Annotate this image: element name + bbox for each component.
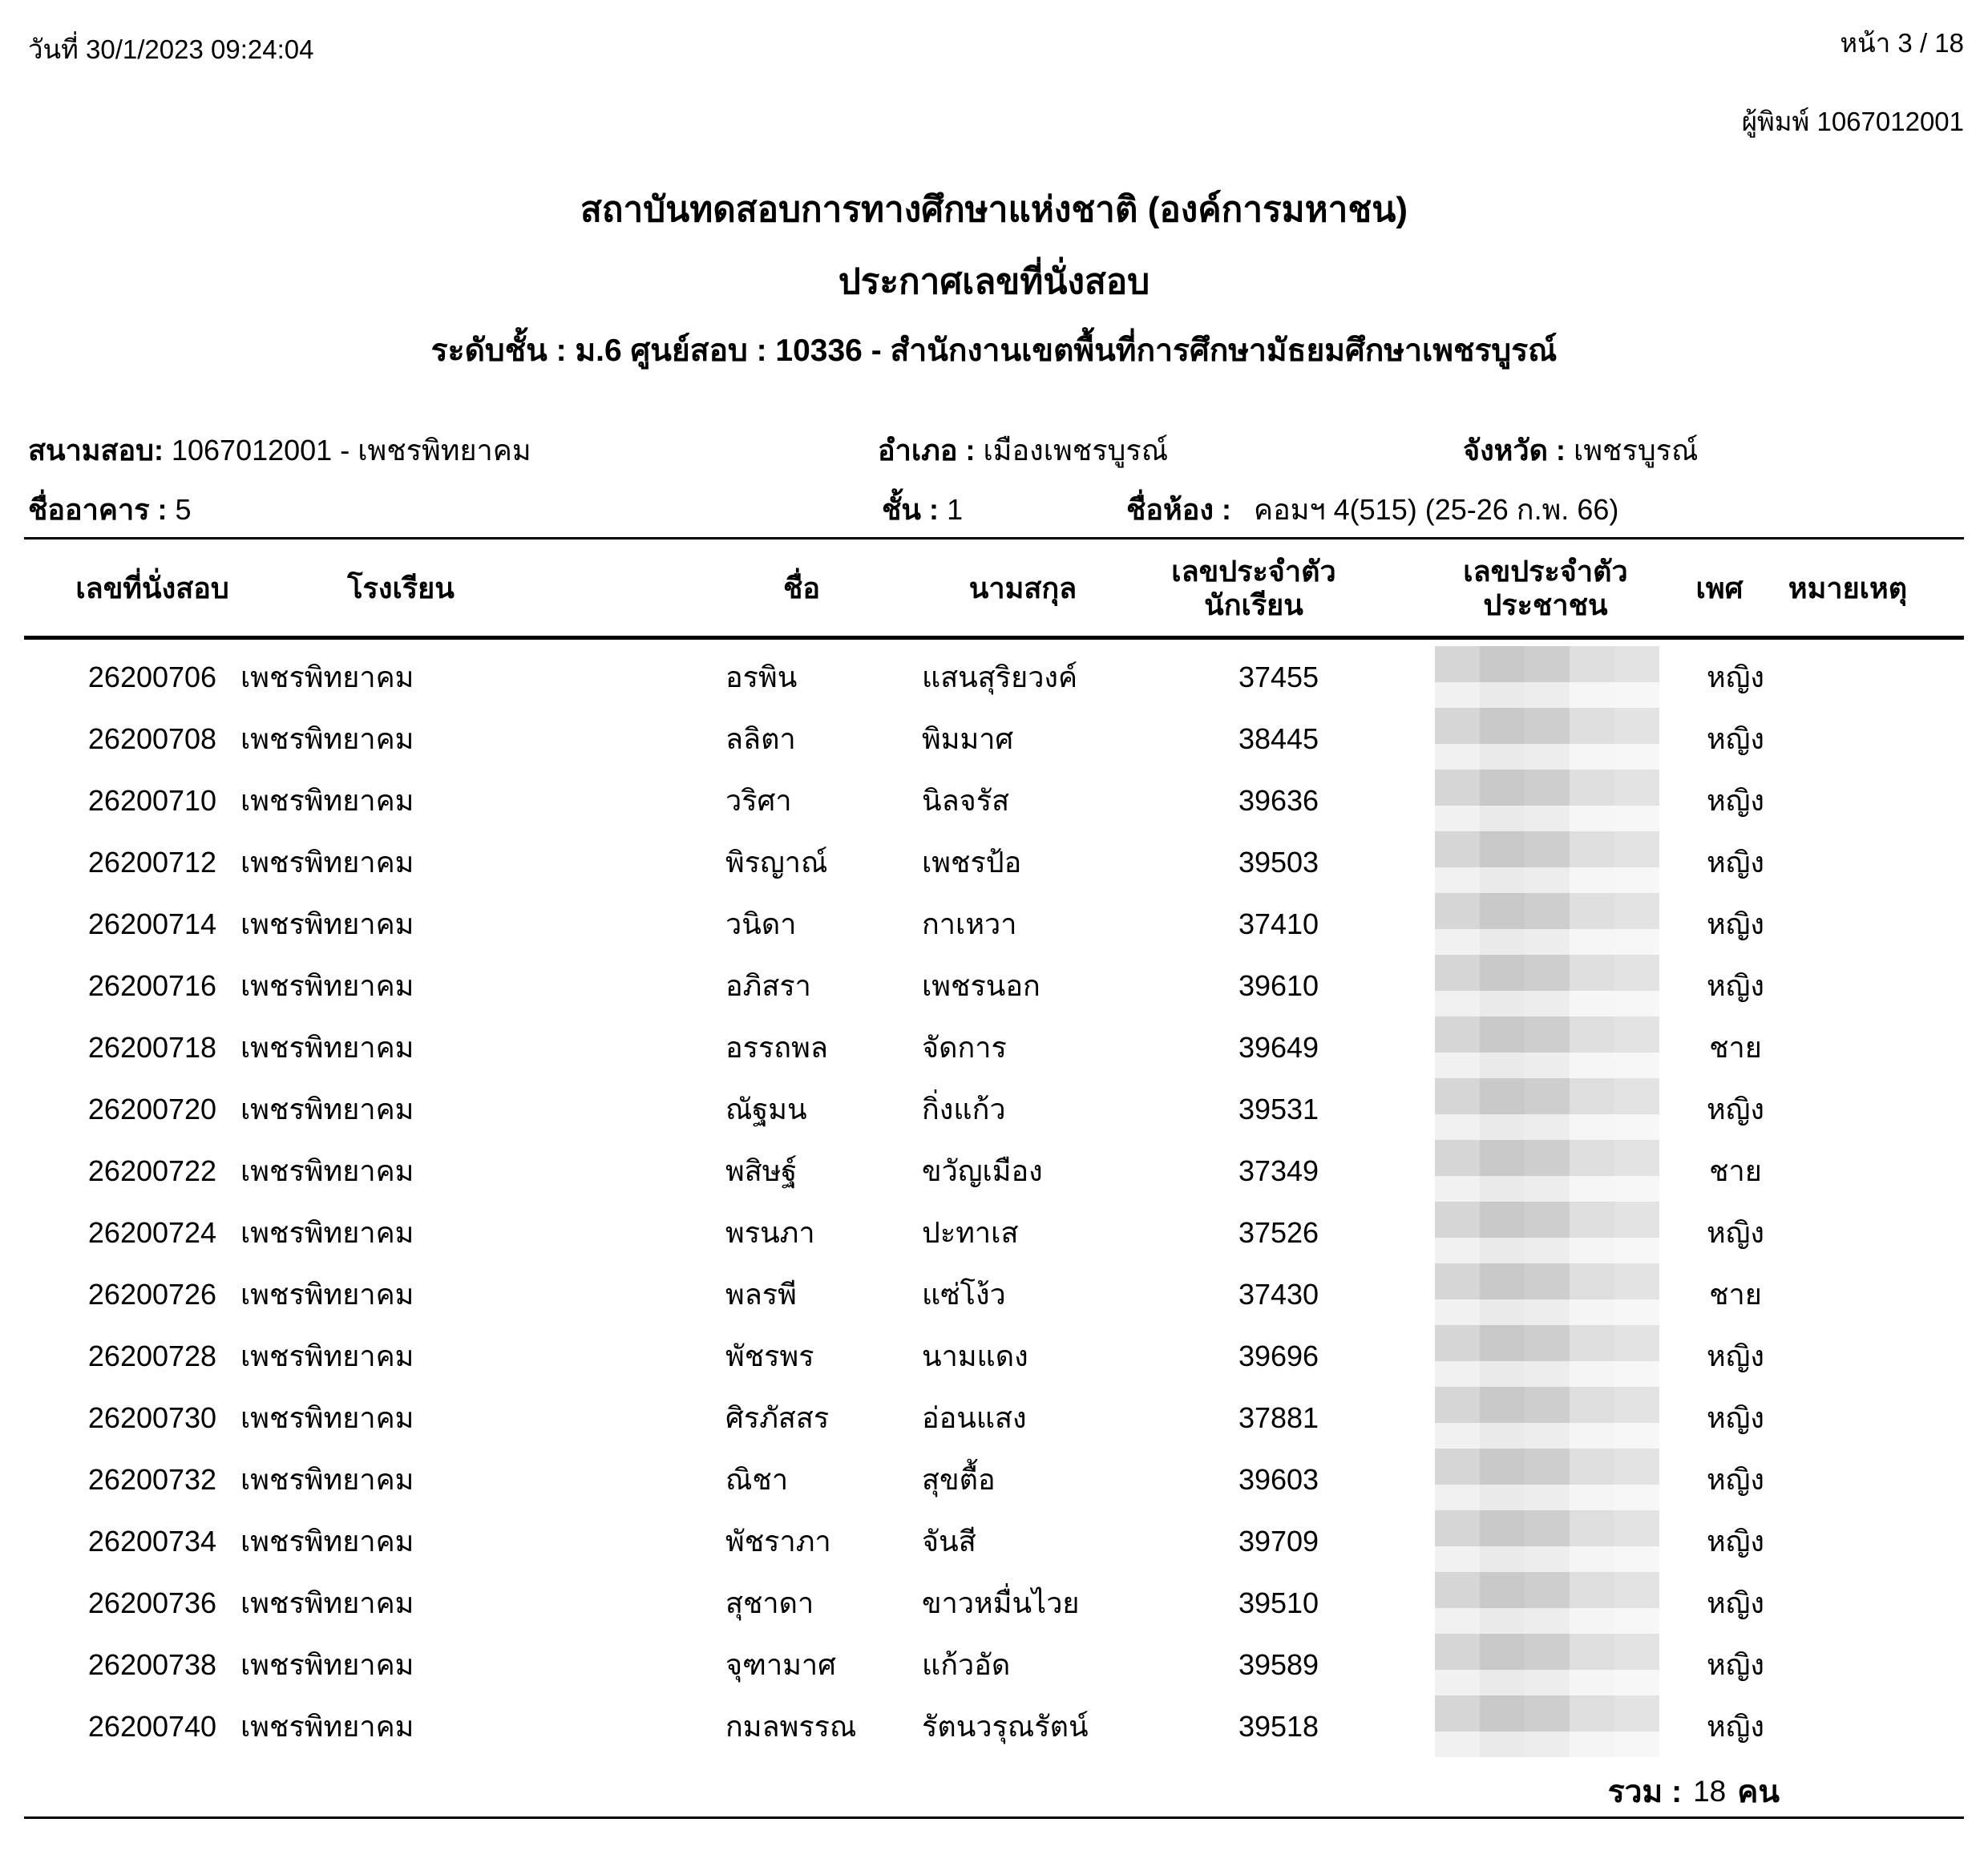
province-line xyxy=(1463,431,1698,471)
first-name-cell: อภิสรา xyxy=(725,968,811,1002)
gender-cell: หญิง xyxy=(1707,1339,1764,1372)
note-cell xyxy=(1804,1449,1964,1510)
building-value: 5 xyxy=(175,493,192,526)
province-value: เพชรบูรณ์ xyxy=(1574,434,1699,467)
first-name-cell: พลรพี xyxy=(725,1277,797,1311)
last-name-cell: จัดการ xyxy=(922,1030,1007,1064)
citizen-id-cell xyxy=(1435,1695,1659,1757)
redaction-mosaic xyxy=(1435,1449,1659,1510)
citizen-id-cell xyxy=(1435,1449,1659,1510)
citizen-id-cell xyxy=(1435,708,1659,770)
gender-cell: หญิง xyxy=(1707,968,1764,1002)
citizen-id-cell xyxy=(1435,1140,1659,1202)
note-cell xyxy=(1804,1634,1964,1695)
announcement-title: ประกาศเลขที่นั่งสอบ xyxy=(838,262,1150,301)
citizen-id-cell xyxy=(1435,1634,1659,1695)
student-id-cell: 39603 xyxy=(1238,1462,1319,1496)
note-cell xyxy=(1804,1016,1964,1078)
citizen-id-cell xyxy=(1435,955,1659,1016)
seat-number-cell: 26200708 xyxy=(87,721,217,755)
citizen-id-cell xyxy=(1435,770,1659,831)
student-id-cell: 39709 xyxy=(1238,1524,1319,1558)
note-cell xyxy=(1804,646,1964,708)
seat-number-cell: 26200740 xyxy=(87,1709,217,1743)
table-row xyxy=(0,955,1988,1016)
first-name-cell: พิรญาณ์ xyxy=(725,845,828,879)
col-header-note: หมายเหตุ xyxy=(1788,571,1908,604)
school-cell: เพชรพิทยาคม xyxy=(240,1154,414,1187)
last-name-cell: กาเหวา xyxy=(922,907,1017,940)
redaction-mosaic xyxy=(1435,1510,1659,1572)
table-row xyxy=(0,646,1988,708)
note-cell xyxy=(1804,1387,1964,1449)
last-name-cell: จันสี xyxy=(922,1524,976,1558)
student-id-cell: 37430 xyxy=(1238,1277,1319,1311)
last-name-cell: นามแดง xyxy=(922,1339,1028,1372)
col-header-student-id: เลขประจำตัว นักเรียน xyxy=(1171,555,1336,621)
note-cell xyxy=(1804,708,1964,770)
room-value: คอมฯ 4(515) (25-26 ก.พ. 66) xyxy=(1254,493,1619,526)
table-row xyxy=(0,1140,1988,1202)
seat-number-cell: 26200738 xyxy=(87,1647,217,1681)
student-id-cell: 39589 xyxy=(1238,1647,1319,1681)
seat-number-cell: 26200710 xyxy=(87,783,217,817)
redaction-mosaic xyxy=(1435,893,1659,955)
table-row xyxy=(0,1572,1988,1634)
floor-label: ชั้น : xyxy=(882,493,939,526)
table-row xyxy=(0,1263,1988,1325)
last-name-cell: อ่อนแสง xyxy=(922,1400,1027,1434)
student-id-cell: 37410 xyxy=(1238,907,1319,940)
seat-number-cell: 26200730 xyxy=(87,1400,217,1434)
seat-number-cell: 26200714 xyxy=(87,907,217,940)
gender-cell: ชาย xyxy=(1709,1277,1762,1311)
redaction-mosaic xyxy=(1435,1078,1659,1140)
note-cell xyxy=(1804,1140,1964,1202)
school-cell: เพชรพิทยาคม xyxy=(240,1030,414,1064)
student-id-cell: 37881 xyxy=(1238,1400,1319,1434)
citizen-id-cell xyxy=(1435,893,1659,955)
col-header-citizen-id: เลขประจำตัว ประชาชน xyxy=(1463,555,1628,621)
table-row xyxy=(0,1202,1988,1263)
note-cell xyxy=(1804,1078,1964,1140)
seat-number-cell: 26200728 xyxy=(87,1339,217,1372)
last-name-cell: แก้วอัด xyxy=(922,1647,1011,1681)
print-date: วันที่ 30/1/2023 09:24:04 xyxy=(28,34,314,64)
last-name-cell: นิลจรัส xyxy=(922,783,1010,817)
redaction-mosaic xyxy=(1435,1695,1659,1757)
note-cell xyxy=(1804,1695,1964,1757)
table-row xyxy=(0,893,1988,955)
gender-cell: หญิง xyxy=(1707,660,1764,693)
school-cell: เพชรพิทยาคม xyxy=(240,1586,414,1619)
gender-cell: หญิง xyxy=(1707,1215,1764,1249)
table-row xyxy=(0,1634,1988,1695)
note-cell xyxy=(1804,1263,1964,1325)
redaction-mosaic xyxy=(1435,646,1659,708)
school-cell: เพชรพิทยาคม xyxy=(240,1277,414,1311)
floor-line xyxy=(882,491,963,530)
redaction-mosaic xyxy=(1435,1202,1659,1263)
first-name-cell: อรรถพล xyxy=(725,1030,828,1064)
school-cell: เพชรพิทยาคม xyxy=(240,907,414,940)
student-id-cell: 37526 xyxy=(1238,1215,1319,1249)
seat-number-cell: 26200712 xyxy=(87,845,217,879)
exam-site-line xyxy=(28,431,531,471)
school-cell: เพชรพิทยาคม xyxy=(240,1339,414,1372)
student-id-cell: 39531 xyxy=(1238,1092,1319,1125)
gender-cell: หญิง xyxy=(1707,845,1764,879)
col-header-gender: เพศ xyxy=(1695,571,1744,604)
note-cell xyxy=(1804,770,1964,831)
student-id-cell: 38445 xyxy=(1238,721,1319,755)
citizen-id-cell xyxy=(1435,1510,1659,1572)
col-header-school: โรงเรียน xyxy=(347,571,455,604)
redaction-mosaic xyxy=(1435,708,1659,770)
student-id-cell: 39696 xyxy=(1238,1339,1319,1372)
citizen-id-cell xyxy=(1435,1263,1659,1325)
note-cell xyxy=(1804,831,1964,893)
org-title: สถาบันทดสอบการทางศึกษาแห่งชาติ (องค์การมหาชน) xyxy=(580,190,1408,229)
student-id-cell: 39636 xyxy=(1238,783,1319,817)
student-id-cell: 39610 xyxy=(1238,968,1319,1002)
table-row xyxy=(0,1078,1988,1140)
first-name-cell: พสิษฐ์ xyxy=(725,1154,798,1187)
student-id-cell: 37455 xyxy=(1238,660,1319,693)
exam-site-value: 1067012001 - เพชรพิทยาคม xyxy=(171,434,531,467)
first-name-cell: พัชรพร xyxy=(725,1339,814,1372)
table-row xyxy=(0,708,1988,770)
floor-value: 1 xyxy=(947,493,964,526)
gender-cell: หญิง xyxy=(1707,907,1764,940)
seat-number-cell: 26200724 xyxy=(87,1215,217,1249)
first-name-cell: พรนภา xyxy=(725,1215,815,1249)
table-row xyxy=(0,831,1988,893)
total-unit: คน xyxy=(1737,1775,1780,1809)
redaction-mosaic xyxy=(1435,1387,1659,1449)
gender-cell: หญิง xyxy=(1707,1647,1764,1681)
last-name-cell: แซ่โง้ว xyxy=(922,1277,1006,1311)
student-id-cell: 39510 xyxy=(1238,1586,1319,1619)
first-name-cell: ณัฐมน xyxy=(725,1092,807,1125)
last-name-cell: กิ่งแก้ว xyxy=(922,1092,1006,1125)
gender-cell: หญิง xyxy=(1707,1524,1764,1558)
exam-site-label: สนามสอบ: xyxy=(28,434,164,467)
note-cell xyxy=(1804,955,1964,1016)
student-id-cell: 39518 xyxy=(1238,1709,1319,1743)
redaction-mosaic xyxy=(1435,1016,1659,1078)
district-value: เมืองเพชรบูรณ์ xyxy=(983,434,1169,467)
first-name-cell: กมลพรรณ xyxy=(725,1709,857,1743)
citizen-id-cell xyxy=(1435,831,1659,893)
last-name-cell: สุขตื้อ xyxy=(922,1462,996,1496)
first-name-cell: วริศา xyxy=(725,783,792,817)
redaction-mosaic xyxy=(1435,831,1659,893)
room-line xyxy=(1126,491,1618,530)
col-header-seat: เลขที่นั่งสอบ xyxy=(75,571,229,604)
page-number: หน้า 3 / 18 xyxy=(1840,28,1964,58)
student-id-cell: 39649 xyxy=(1238,1030,1319,1064)
note-cell xyxy=(1804,1202,1964,1263)
seat-number-cell: 26200706 xyxy=(87,660,217,693)
col-header-last-name: นามสกุล xyxy=(968,571,1077,604)
redaction-mosaic xyxy=(1435,1325,1659,1387)
gender-cell: หญิง xyxy=(1707,1586,1764,1619)
first-name-cell: ลลิตา xyxy=(725,721,796,755)
first-name-cell: ศิรภัสสร xyxy=(725,1400,830,1434)
school-cell: เพชรพิทยาคม xyxy=(240,1647,414,1681)
building-line xyxy=(28,491,192,530)
school-cell: เพชรพิทยาคม xyxy=(240,845,414,879)
school-cell: เพชรพิทยาคม xyxy=(240,1400,414,1434)
seat-number-cell: 26200732 xyxy=(87,1462,217,1496)
gender-cell: ชาย xyxy=(1709,1154,1762,1187)
table-body xyxy=(0,646,1988,1757)
first-name-cell: วนิดา xyxy=(725,907,797,940)
citizen-id-cell xyxy=(1435,646,1659,708)
redaction-mosaic xyxy=(1435,1634,1659,1695)
seat-number-cell: 26200736 xyxy=(87,1586,217,1619)
note-cell xyxy=(1804,893,1964,955)
last-name-cell: เพชรป้อ xyxy=(922,845,1022,879)
first-name-cell: จุฑามาศ xyxy=(725,1647,836,1681)
table-row xyxy=(0,1695,1988,1757)
seat-number-cell: 26200722 xyxy=(87,1154,217,1187)
citizen-id-cell xyxy=(1435,1387,1659,1449)
col-header-first-name: ชื่อ xyxy=(782,571,821,604)
seat-number-cell: 26200718 xyxy=(87,1030,217,1064)
citizen-id-cell xyxy=(1435,1016,1659,1078)
gender-cell: ชาย xyxy=(1709,1030,1762,1064)
table-row xyxy=(0,1449,1988,1510)
room-label: ชื่อห้อง : xyxy=(1126,493,1231,526)
gender-cell: หญิง xyxy=(1707,783,1764,817)
last-name-cell: รัตนวรุณรัตน์ xyxy=(922,1709,1089,1743)
table-row xyxy=(0,1016,1988,1078)
school-cell: เพชรพิทยาคม xyxy=(240,783,414,817)
level-center-line: ระดับชั้น : ม.6 ศูนย์สอบ : 10336 - สำนักงานเขตพื้นที่การศึกษามัธยมศึกษาเพชรบูรณ์ xyxy=(430,333,1558,368)
building-label: ชื่ออาคาร : xyxy=(28,493,168,526)
table-row xyxy=(0,1325,1988,1387)
citizen-id-cell xyxy=(1435,1078,1659,1140)
school-cell: เพชรพิทยาคม xyxy=(240,1524,414,1558)
total-line xyxy=(1435,1768,1780,1816)
first-name-cell: สุชาดา xyxy=(725,1586,814,1619)
gender-cell: หญิง xyxy=(1707,1092,1764,1125)
redaction-mosaic xyxy=(1435,1263,1659,1325)
last-name-cell: พิมมาศ xyxy=(922,721,1014,755)
seat-number-cell: 26200720 xyxy=(87,1092,217,1125)
seat-number-cell: 26200726 xyxy=(87,1277,217,1311)
last-name-cell: เพชรนอก xyxy=(922,968,1040,1002)
school-cell: เพชรพิทยาคม xyxy=(240,1462,414,1496)
note-cell xyxy=(1804,1572,1964,1634)
last-name-cell: แสนสุริยวงค์ xyxy=(922,660,1078,693)
redaction-mosaic xyxy=(1435,1140,1659,1202)
gender-cell: หญิง xyxy=(1707,1709,1764,1743)
first-name-cell: ณิชา xyxy=(725,1462,789,1496)
redaction-mosaic xyxy=(1435,770,1659,831)
last-name-cell: ขาวหมื่นไวย xyxy=(922,1586,1080,1619)
school-cell: เพชรพิทยาคม xyxy=(240,1709,414,1743)
citizen-id-cell xyxy=(1435,1325,1659,1387)
redaction-mosaic xyxy=(1435,1572,1659,1634)
note-cell xyxy=(1804,1325,1964,1387)
district-label: อำเภอ : xyxy=(878,434,976,467)
province-label: จังหวัด : xyxy=(1463,434,1566,467)
table-row xyxy=(0,1510,1988,1572)
student-id-cell: 39503 xyxy=(1238,845,1319,879)
school-cell: เพชรพิทยาคม xyxy=(240,721,414,755)
first-name-cell: พัชราภา xyxy=(725,1524,831,1558)
citizen-id-cell xyxy=(1435,1572,1659,1634)
table-bottom-rule xyxy=(24,1816,1964,1819)
gender-cell: หญิง xyxy=(1707,1400,1764,1434)
gender-cell: หญิง xyxy=(1707,1462,1764,1496)
table-row xyxy=(0,770,1988,831)
seat-number-cell: 26200716 xyxy=(87,968,217,1002)
student-id-cell: 37349 xyxy=(1238,1154,1319,1187)
total-value: 18 xyxy=(1693,1775,1727,1808)
last-name-cell: ปะทาเส xyxy=(922,1215,1019,1249)
school-cell: เพชรพิทยาคม xyxy=(240,1215,414,1249)
first-name-cell: อรพิน xyxy=(725,660,798,693)
gender-cell: หญิง xyxy=(1707,721,1764,755)
printer-id: ผู้พิมพ์ 1067012001 xyxy=(1741,107,1964,136)
table-row xyxy=(0,1387,1988,1449)
school-cell: เพชรพิทยาคม xyxy=(240,968,414,1002)
district-line xyxy=(878,431,1168,471)
total-label: รวม : xyxy=(1607,1775,1683,1809)
redaction-mosaic xyxy=(1435,955,1659,1016)
school-cell: เพชรพิทยาคม xyxy=(240,660,414,693)
note-cell xyxy=(1804,1510,1964,1572)
citizen-id-cell xyxy=(1435,1202,1659,1263)
last-name-cell: ขวัญเมือง xyxy=(922,1154,1043,1187)
seat-number-cell: 26200734 xyxy=(87,1524,217,1558)
school-cell: เพชรพิทยาคม xyxy=(240,1092,414,1125)
